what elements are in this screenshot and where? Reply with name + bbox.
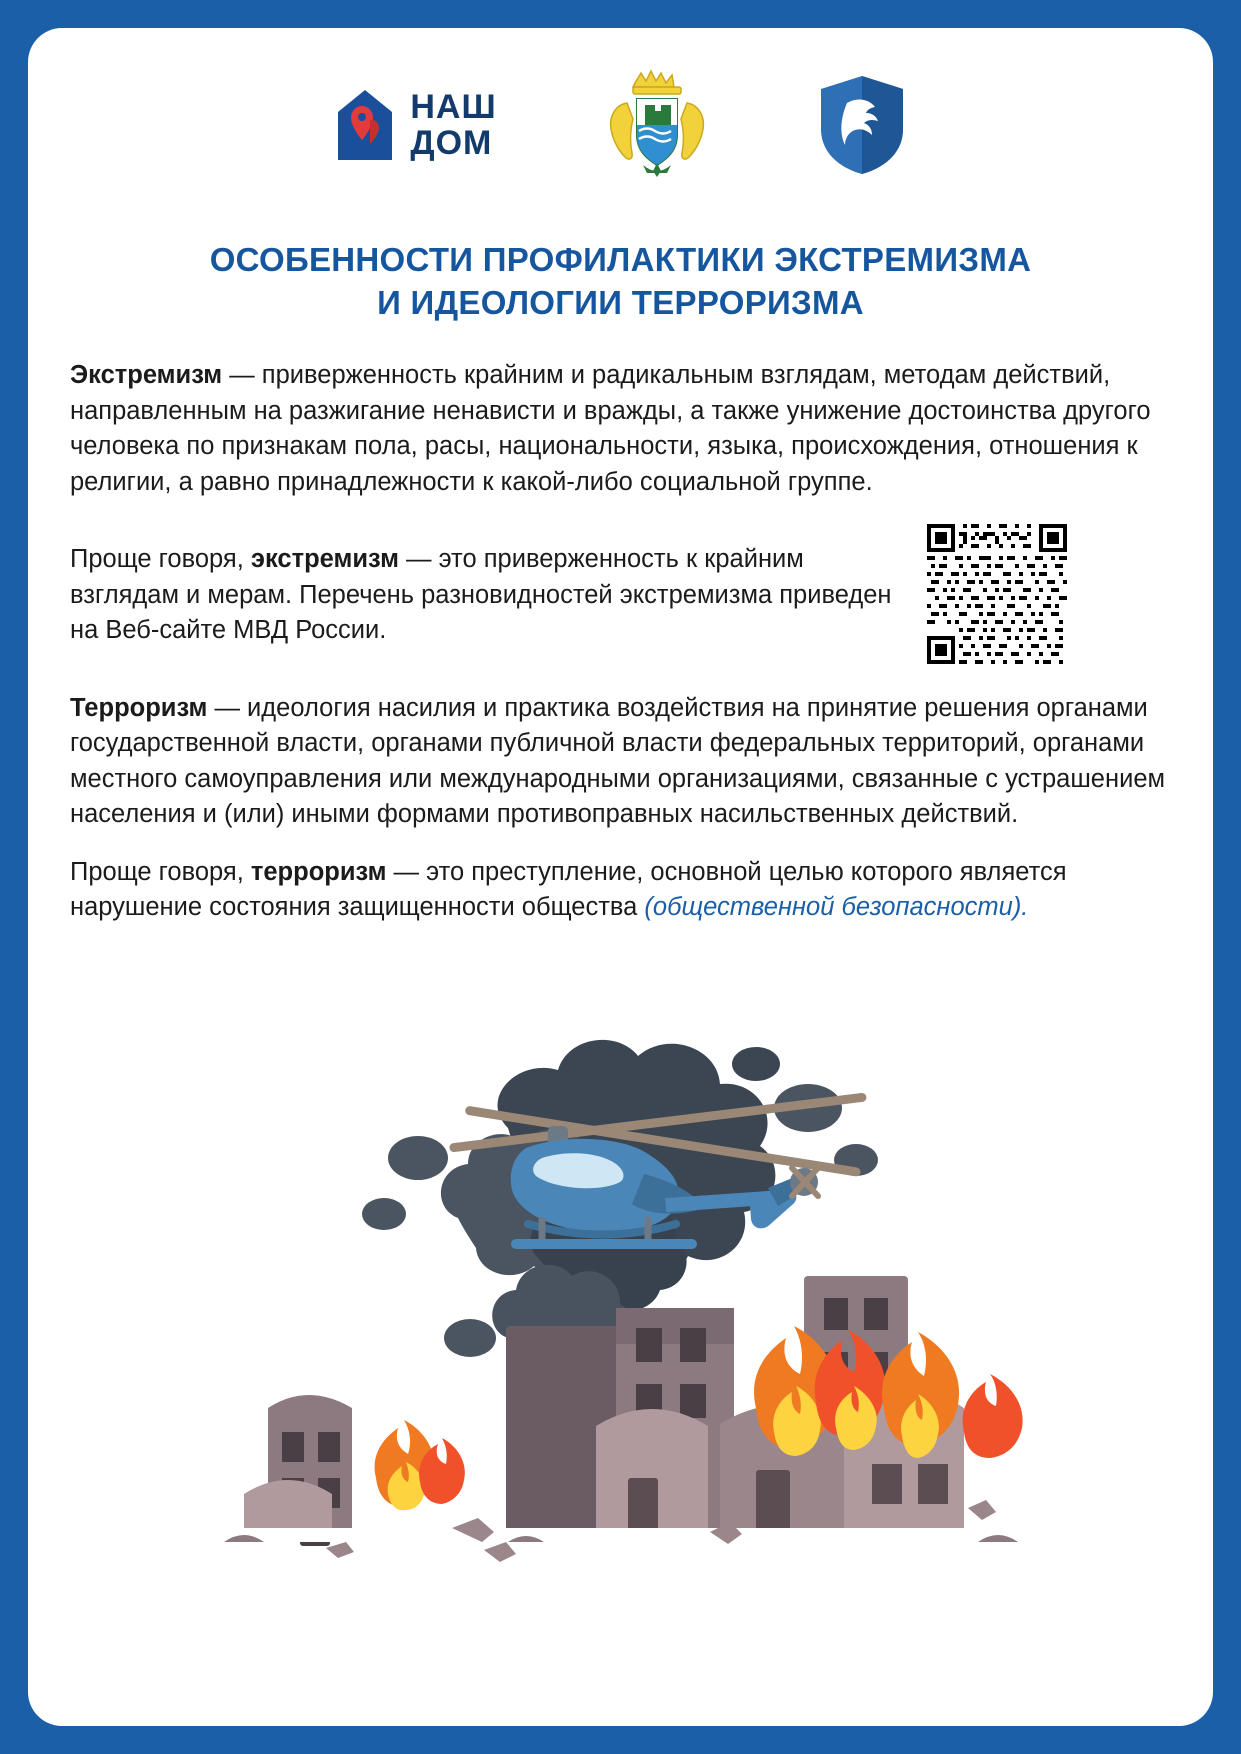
nashdom-wordmark (410, 89, 496, 161)
page-title-line1: ОСОБЕННОСТИ ПРОФИЛАКТИКИ ЭКСТРЕМИЗМА (209, 241, 1032, 278)
term-extremism: Экстремизм (70, 361, 223, 389)
paragraph-extremism-body: — приверженность крайним и радикальным взглядам, методам действий, направленным на разжигание ненависти и вражды, а также унижение достоинства другого человека по признакам пола, расы, национальности, языка, происхождения, отношения к религии, а равно принадлежности к какой-либо социальной группе. (70, 361, 1151, 496)
poster-sheet (28, 28, 1213, 1726)
term-terrorism: Терроризм (70, 693, 208, 722)
p4-body: — это преступление, основной целью которого является нарушение состояния защищенности общества (70, 857, 1067, 921)
nashdom-line1: НАШ (410, 88, 497, 126)
logo-row (28, 60, 1213, 190)
term-extremism-2: экстремизм (250, 545, 399, 573)
p4-italic-note: (общественной безопасности). (644, 893, 1029, 921)
destroyed-city-with-helicopter-illustration (208, 1008, 1038, 1608)
nashdom-logo (334, 86, 496, 164)
paragraph-terrorism-definition (70, 691, 1175, 833)
p2-prefix: Проще говоря, (70, 545, 251, 573)
paragraph-terrorism-simple (70, 855, 1175, 926)
p4-prefix: Проще говоря, (70, 857, 251, 886)
p2-body: — это приверженность к крайним взглядам и мерам. Перечень разновидностей экстремизма приведен на Веб-сайте МВД России. (70, 545, 892, 644)
shield-with-bird-icon (817, 73, 907, 177)
paragraph-terrorism-body: — идеология насилия и практика воздействия на принятие решения органами государственной власти, органами публичной власти федеральных территорий, органами местного самоуправления или международными организациями, связанные с устрашением населения и (или) иными формами противоправных насильственных действий. (70, 693, 1166, 828)
paragraph-extremism-definition (70, 358, 1175, 500)
paragraph-extremism-simple (70, 542, 900, 649)
page-title-line2: И ИДЕОЛОГИИ ТЕРРОРИЗМА (377, 284, 864, 321)
nashdom-line2: ДОМ (410, 124, 493, 162)
page-title (88, 238, 1153, 324)
house-with-map-icon (334, 86, 396, 164)
qr-code-mvd-link[interactable] (923, 520, 1071, 668)
yekaterinburg-coat-of-arms-icon (583, 67, 731, 183)
term-terrorism-2: терроризм (250, 857, 387, 886)
